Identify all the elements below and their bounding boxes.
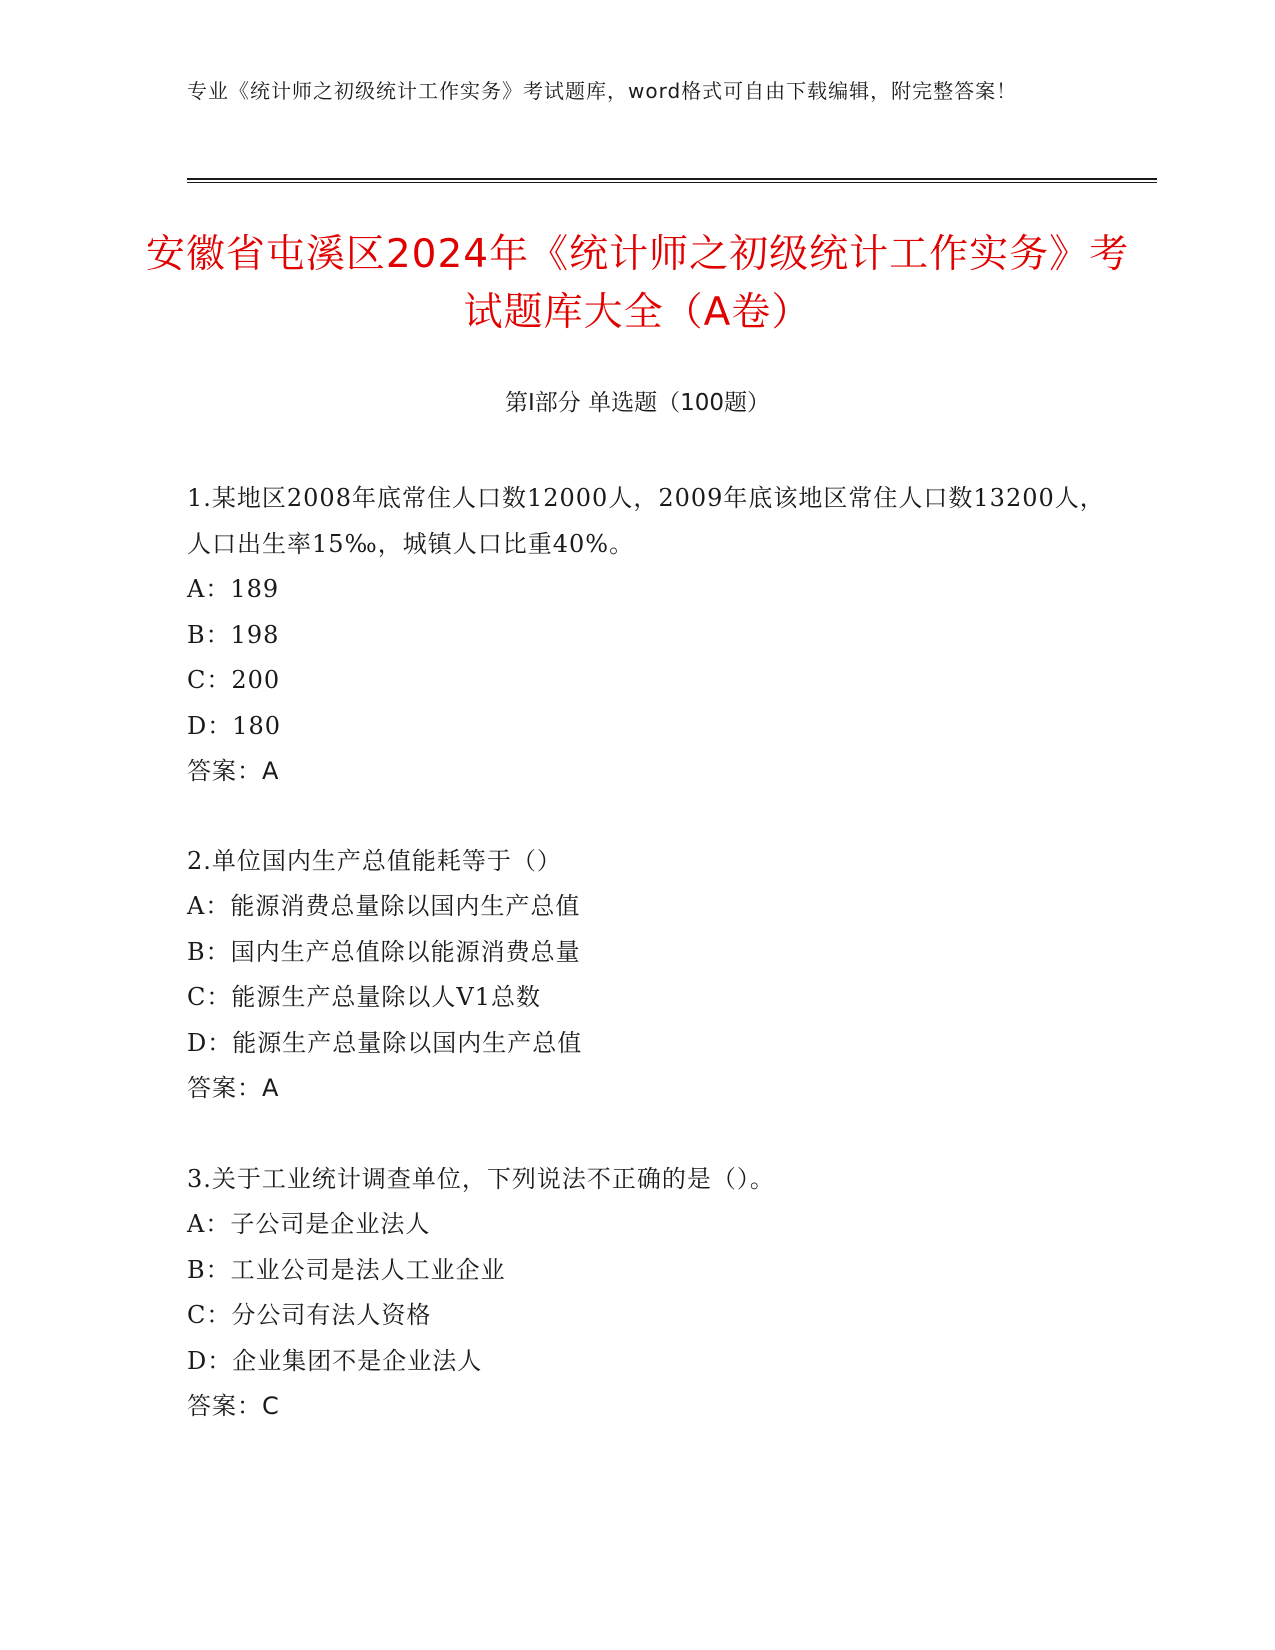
question-3 <box>187 1156 1117 1430</box>
header-divider-thin <box>187 182 1157 183</box>
answer: 答案：C <box>187 1392 280 1420</box>
section-heading: 第I部分 单选题（100题） <box>505 390 770 416</box>
answer: 答案：A <box>187 1074 280 1102</box>
option-c: C：能源生产总量除以人V1总数 <box>187 983 541 1011</box>
option-a: A：子公司是企业法人 <box>187 1210 431 1238</box>
option-b: B：国内生产总值除以能源消费总量 <box>187 937 581 966</box>
option-a: A：能源消费总量除以国内生产总值 <box>187 892 581 920</box>
question-2 <box>187 838 1117 1112</box>
option-d: D：能源生产总量除以国内生产总值 <box>187 1028 583 1057</box>
option-b: B：工业公司是法人工业企业 <box>187 1255 506 1284</box>
option-d: D：企业集团不是企业法人 <box>187 1346 483 1375</box>
question-stem: 2.单位国内生产总值能耗等于（） <box>187 847 562 875</box>
answer: 答案：A <box>187 757 280 785</box>
document-title: 安徽省屯溪区2024年《统计师之初级统计工作实务》考试题库大全（A卷） <box>145 232 1130 335</box>
header-note: 专业《统计师之初级统计工作实务》考试题库，word格式可自由下载编辑，附完整答案！ <box>187 79 1018 103</box>
header-divider <box>187 178 1157 180</box>
option-d: D：180 <box>187 711 282 740</box>
option-c: C：200 <box>187 666 281 694</box>
question-stem: 1.某地区2008年底常住人口数12000人，2009年底该地区常住人口数13200人，人口出生率15‰，城镇人口比重40%。 <box>187 484 1105 558</box>
question-stem: 3.关于工业统计调查单位，下列说法不正确的是（）。 <box>187 1165 775 1193</box>
option-a: A：189 <box>187 575 280 603</box>
question-1 <box>187 475 1117 795</box>
option-b: B：198 <box>187 620 280 649</box>
option-c: C：分公司有法人资格 <box>187 1301 432 1329</box>
